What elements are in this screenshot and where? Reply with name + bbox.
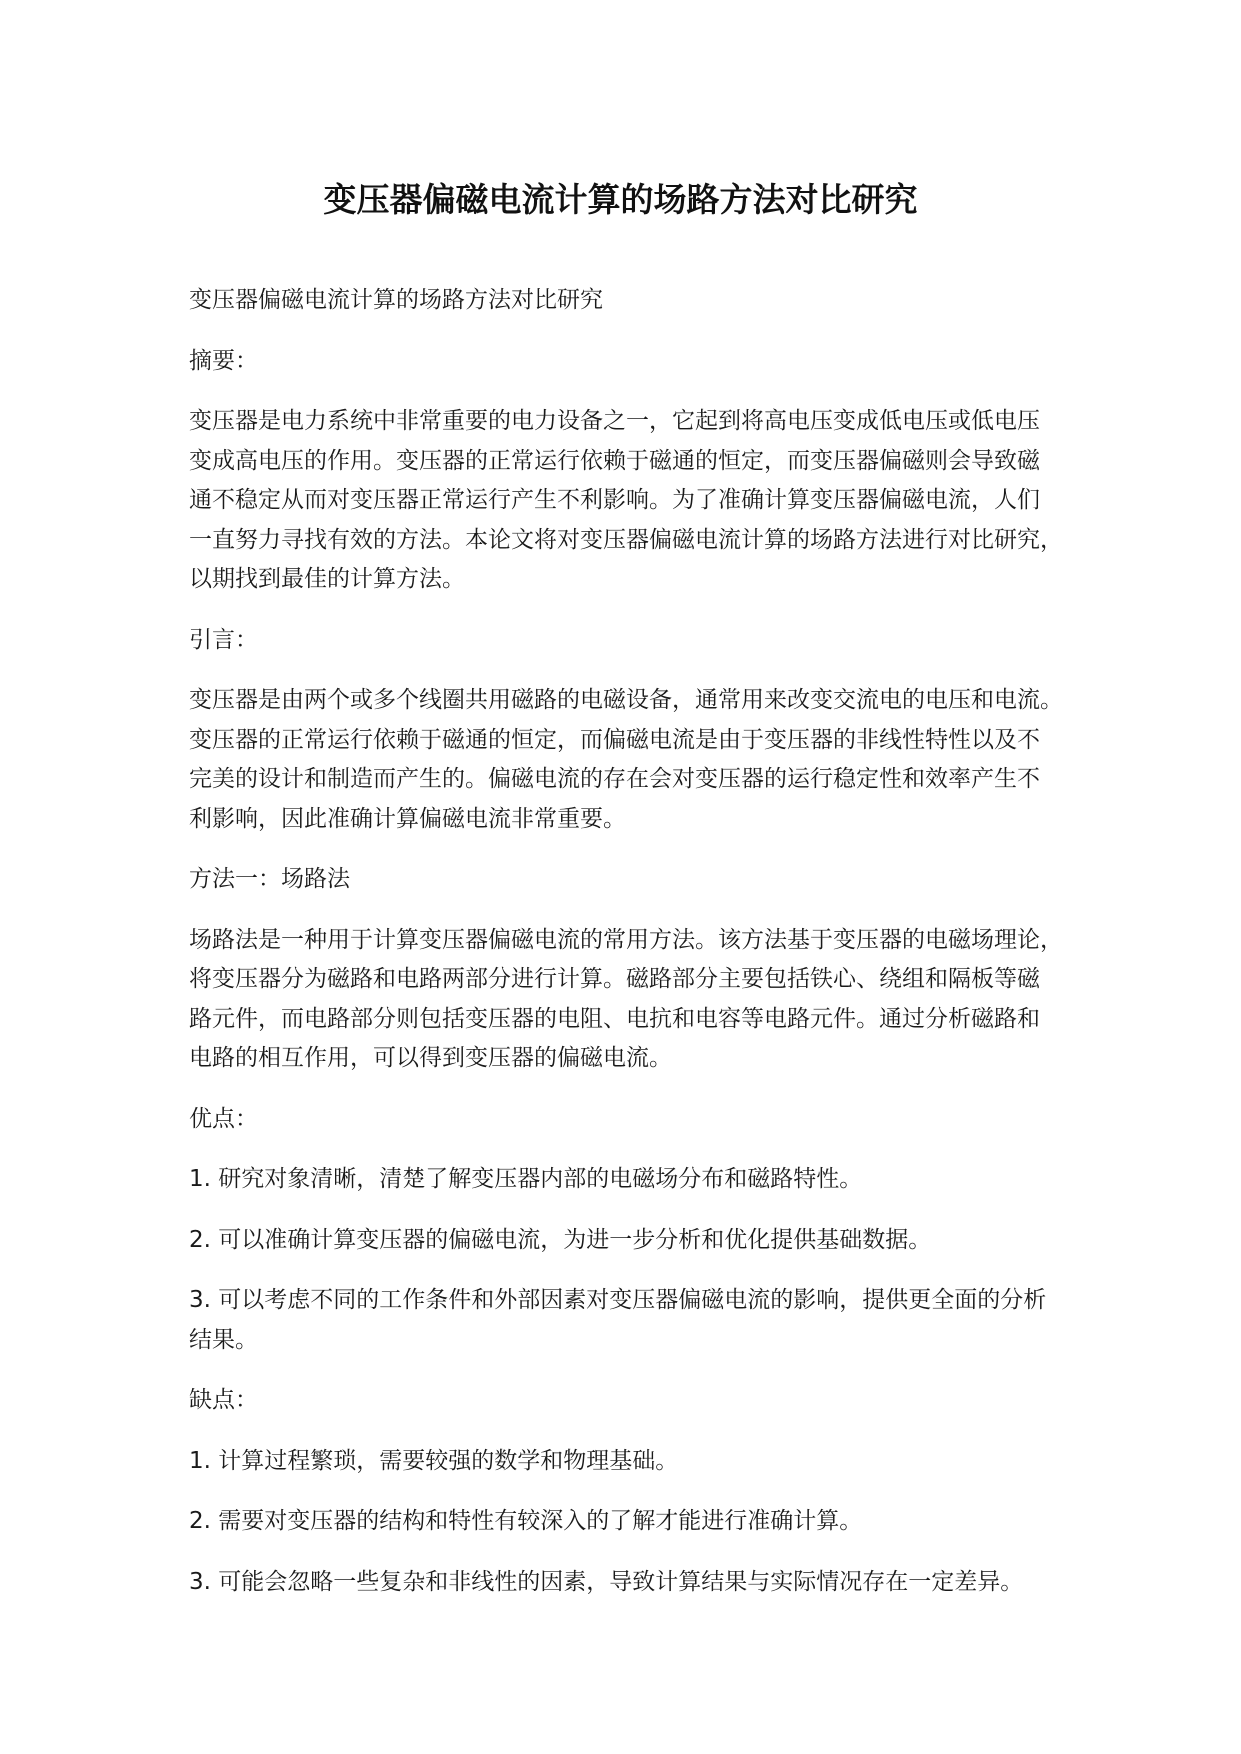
body-heading-text: 变压器偏磁电流计算的场路方法对比研究 bbox=[189, 287, 603, 313]
advantages-label-text: 优点： bbox=[189, 1105, 258, 1132]
paragraph-line: 场路法是一种用于计算变压器偏磁电流的常用方法。该方法基于变压器的电磁场理论， bbox=[189, 926, 1063, 953]
list-item-line: 3. 可能会忽略一些复杂和非线性的因素，导致计算结果与实际情况存在一定差异。 bbox=[189, 1568, 1024, 1595]
method1-label bbox=[189, 860, 1089, 900]
advantage-item bbox=[189, 1160, 1089, 1200]
list-item-line: 3. 可以考虑不同的工作条件和外部因素对变压器偏磁电流的影响，提供更全面的分析 bbox=[189, 1287, 1047, 1313]
document-body bbox=[189, 281, 1089, 1623]
list-item-line: 结果。 bbox=[189, 1326, 258, 1353]
list-item-line: 1. 研究对象清晰，清楚了解变压器内部的电磁场分布和磁路特性。 bbox=[189, 1166, 863, 1192]
paragraph-line: 完美的设计和制造而产生的。偏磁电流的存在会对变压器的运行稳定性和效率产生不 bbox=[189, 766, 1040, 792]
list-item-line: 2. 可以准确计算变压器的偏磁电流，为进一步分析和优化提供基础数据。 bbox=[189, 1226, 932, 1253]
disadvantage-item bbox=[189, 1563, 1089, 1603]
abstract-label-text: 摘要： bbox=[189, 347, 258, 374]
paragraph-line: 将变压器分为磁路和电路两部分进行计算。磁路部分主要包括铁心、绕组和隔板等磁 bbox=[189, 966, 1040, 992]
body-heading bbox=[189, 281, 1089, 321]
paragraph-line: 变压器的正常运行依赖于磁通的恒定，而偏磁电流是由于变压器的非线性特性以及不 bbox=[189, 726, 1040, 753]
method1-paragraph bbox=[189, 921, 1089, 1079]
disadvantages-label-text: 缺点： bbox=[189, 1387, 258, 1413]
introduction-paragraph bbox=[189, 681, 1089, 839]
paragraph-line: 变成高电压的作用。变压器的正常运行依赖于磁通的恒定，而变压器偏磁则会导致磁 bbox=[189, 447, 1040, 474]
introduction-label bbox=[189, 621, 1089, 661]
abstract-label bbox=[189, 342, 1089, 382]
document-title: 变压器偏磁电流计算的场路方法对比研究 bbox=[323, 180, 918, 219]
abstract-paragraph bbox=[189, 402, 1089, 600]
paragraph-line: 路元件，而电路部分则包括变压器的电阻、电抗和电容等电路元件。通过分析磁路和 bbox=[189, 1005, 1040, 1032]
list-item-line: 1. 计算过程繁琐，需要较强的数学和物理基础。 bbox=[189, 1447, 679, 1474]
paragraph-line: 通不稳定从而对变压器正常运行产生不利影响。为了准确计算变压器偏磁电流，人们 bbox=[189, 487, 1040, 513]
disadvantage-item bbox=[189, 1442, 1089, 1482]
paragraph-line: 利影响，因此准确计算偏磁电流非常重要。 bbox=[189, 805, 626, 832]
disadvantage-item bbox=[189, 1502, 1089, 1542]
list-item-line: 2. 需要对变压器的结构和特性有较深入的了解才能进行准确计算。 bbox=[189, 1508, 863, 1534]
advantage-item bbox=[189, 1221, 1089, 1261]
paragraph-line: 一直努力寻找有效的方法。本论文将对变压器偏磁电流计算的场路方法进行对比研究， bbox=[189, 526, 1063, 553]
introduction-label-text: 引言： bbox=[189, 626, 258, 653]
paragraph-line: 变压器是由两个或多个线圈共用磁路的电磁设备，通常用来改变交流电的电压和电流。 bbox=[189, 687, 1063, 713]
paragraph-line: 变压器是电力系统中非常重要的电力设备之一，它起到将高电压变成低电压或低电压 bbox=[189, 408, 1040, 434]
advantage-item bbox=[189, 1281, 1089, 1360]
paragraph-line: 电路的相互作用，可以得到变压器的偏磁电流。 bbox=[189, 1045, 672, 1071]
paragraph-line: 以期找到最佳的计算方法。 bbox=[189, 566, 465, 592]
advantages-label bbox=[189, 1100, 1089, 1140]
disadvantages-label bbox=[189, 1381, 1089, 1421]
method1-label-text: 方法一：场路法 bbox=[189, 866, 350, 892]
